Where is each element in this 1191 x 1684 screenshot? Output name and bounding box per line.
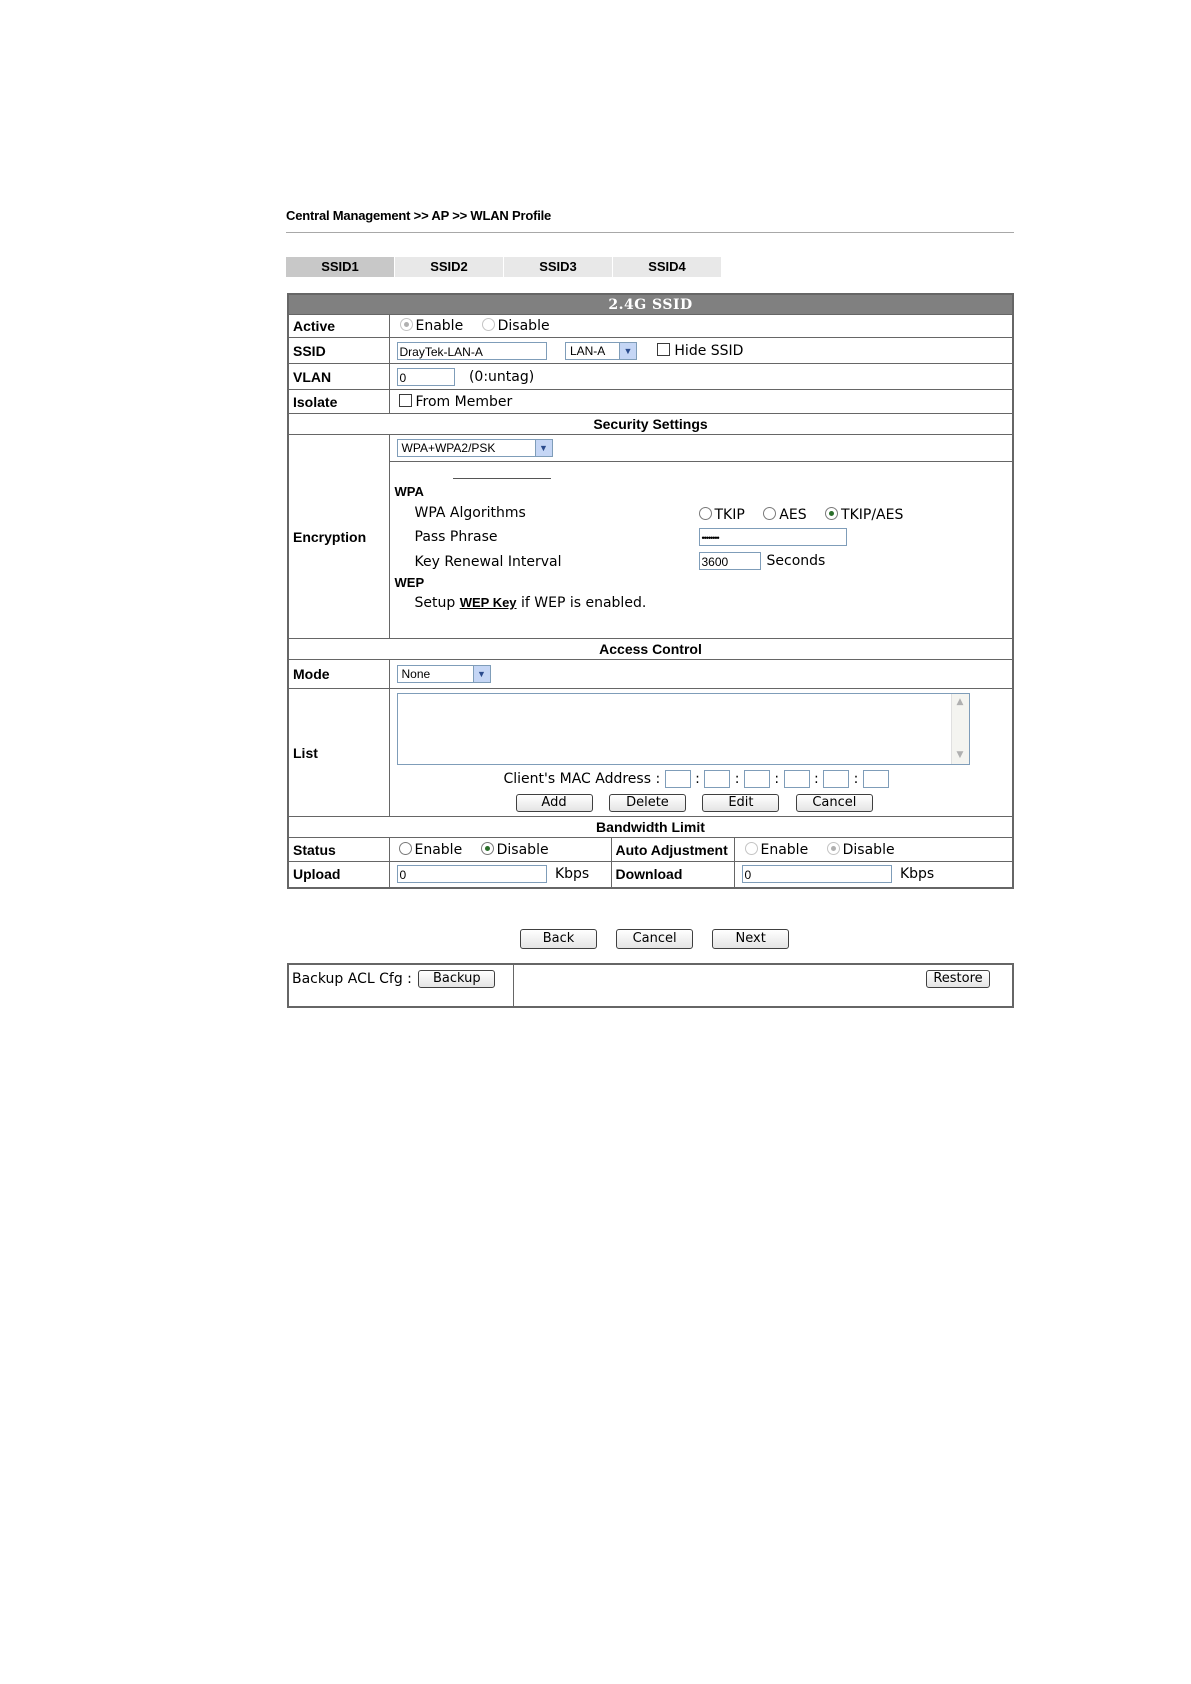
backup-label: Backup ACL Cfg : bbox=[292, 971, 412, 987]
backup-button[interactable]: Backup bbox=[418, 970, 495, 988]
wep-note: Setup WEP Key if WEP is enabled. bbox=[414, 595, 647, 611]
wep-key-link[interactable]: WEP Key bbox=[459, 595, 517, 610]
upload-label: Upload bbox=[288, 862, 389, 888]
checkbox-icon bbox=[657, 343, 670, 356]
back-button[interactable]: Back bbox=[520, 929, 597, 949]
encryption-details bbox=[390, 462, 1013, 638]
tkip-aes-radio[interactable]: TKIP/AES bbox=[825, 507, 903, 523]
section-header: 2.4G SSID bbox=[288, 294, 1013, 315]
radio-icon bbox=[745, 842, 758, 855]
mac-octet-1[interactable] bbox=[665, 770, 691, 788]
navigation-buttons bbox=[520, 928, 789, 949]
mac-address-label: Client's MAC Address : bbox=[503, 771, 661, 787]
chevron-down-icon: ▼ bbox=[619, 343, 636, 359]
vlan-input[interactable]: 0 bbox=[397, 368, 455, 386]
key-renewal-unit: Seconds bbox=[766, 553, 826, 569]
chevron-down-icon: ▼ bbox=[473, 666, 490, 682]
key-renewal-input[interactable]: 3600 bbox=[699, 552, 761, 570]
hide-ssid-checkbox[interactable]: Hide SSID bbox=[657, 343, 743, 359]
tab-ssid3[interactable]: SSID3 bbox=[504, 257, 612, 277]
radio-icon bbox=[699, 507, 712, 520]
pass-phrase-label: Pass Phrase bbox=[414, 529, 498, 545]
breadcrumb: Central Management >> AP >> WLAN Profile bbox=[286, 208, 552, 223]
download-unit: Kbps bbox=[899, 866, 935, 883]
upload-input[interactable]: 0 bbox=[397, 865, 547, 883]
key-renewal-label: Key Renewal Interval bbox=[414, 554, 562, 570]
mac-octet-2[interactable] bbox=[704, 770, 730, 788]
encryption-select[interactable]: WPA+WPA2/PSK ▼ bbox=[397, 439, 553, 457]
encryption-label: Encryption bbox=[288, 435, 389, 639]
add-button[interactable]: Add bbox=[516, 794, 593, 812]
tkip-radio[interactable]: TKIP bbox=[699, 507, 759, 523]
auto-adjustment-label: Auto Adjustment bbox=[611, 838, 734, 862]
radio-icon bbox=[827, 842, 840, 855]
list-actions bbox=[394, 794, 1009, 812]
cancel-button[interactable]: Cancel bbox=[616, 929, 693, 949]
radio-icon bbox=[399, 842, 412, 855]
mac-octet-5[interactable] bbox=[823, 770, 849, 788]
wpa-algorithms-label: WPA Algorithms bbox=[414, 505, 526, 521]
download-input[interactable]: 0 bbox=[742, 865, 892, 883]
isolate-member-checkbox[interactable]: From Member bbox=[399, 394, 513, 410]
vlan-label: VLAN bbox=[288, 364, 389, 390]
bandwidth-limit-title: Bandwidth Limit bbox=[288, 817, 1013, 838]
scroll-down-icon[interactable]: ▼ bbox=[956, 750, 964, 760]
checkbox-icon bbox=[399, 394, 412, 407]
wpa-algorithms-options bbox=[699, 507, 904, 523]
radio-icon bbox=[763, 507, 776, 520]
active-label: Active bbox=[288, 315, 389, 338]
mac-octet-6[interactable] bbox=[863, 770, 889, 788]
radio-icon bbox=[400, 318, 413, 331]
aes-radio[interactable]: AES bbox=[763, 507, 820, 523]
restore-button[interactable]: Restore bbox=[926, 970, 990, 988]
active-enable-radio[interactable]: Enable bbox=[400, 318, 478, 334]
tab-ssid1[interactable]: SSID1 bbox=[286, 257, 394, 277]
list-label: List bbox=[288, 689, 389, 817]
edit-button[interactable]: Edit bbox=[702, 794, 779, 812]
access-control-title: Access Control bbox=[288, 639, 1013, 660]
backup-table bbox=[287, 963, 1014, 1008]
pass-phrase-input[interactable]: •••••••• bbox=[699, 528, 847, 546]
radio-icon bbox=[481, 842, 494, 855]
isolate-label: Isolate bbox=[288, 390, 389, 414]
upload-unit: Kbps bbox=[554, 866, 590, 883]
cancel-list-button[interactable]: Cancel bbox=[796, 794, 873, 812]
download-label: Download bbox=[611, 862, 734, 888]
scroll-up-icon[interactable]: ▲ bbox=[956, 697, 964, 707]
next-button[interactable]: Next bbox=[712, 929, 789, 949]
status-disable-radio[interactable]: Disable bbox=[481, 842, 549, 858]
active-disable-radio[interactable]: Disable bbox=[482, 318, 550, 334]
tab-ssid4[interactable]: SSID4 bbox=[613, 257, 721, 277]
mac-octet-3[interactable] bbox=[744, 770, 770, 788]
mac-octet-4[interactable] bbox=[784, 770, 810, 788]
delete-button[interactable]: Delete bbox=[609, 794, 686, 812]
mac-list-box[interactable] bbox=[397, 693, 970, 765]
ssid-tabs bbox=[286, 257, 722, 277]
auto-enable-radio[interactable]: Enable bbox=[745, 842, 823, 858]
ssid-settings-table bbox=[287, 293, 1014, 889]
lan-select[interactable]: LAN-A ▼ bbox=[565, 342, 637, 360]
security-settings-title: Security Settings bbox=[288, 414, 1013, 435]
radio-icon bbox=[482, 318, 495, 331]
mac-address-row: Client's MAC Address : : : : : : bbox=[394, 770, 1009, 788]
chevron-down-icon: ▼ bbox=[535, 440, 552, 456]
radio-icon bbox=[825, 507, 838, 520]
access-mode-select[interactable]: None ▼ bbox=[397, 665, 491, 683]
breadcrumb-divider bbox=[286, 232, 1014, 233]
mode-label: Mode bbox=[288, 660, 389, 689]
ssid-label: SSID bbox=[288, 338, 389, 364]
wep-title: WEP bbox=[394, 575, 425, 590]
tab-ssid2[interactable]: SSID2 bbox=[395, 257, 503, 277]
scrollbar[interactable] bbox=[951, 694, 969, 764]
wpa-title: WPA bbox=[394, 484, 424, 499]
auto-disable-radio[interactable]: Disable bbox=[827, 842, 895, 858]
status-label: Status bbox=[288, 838, 389, 862]
status-enable-radio[interactable]: Enable bbox=[399, 842, 477, 858]
ssid-input[interactable]: DrayTek-LAN-A bbox=[397, 342, 547, 360]
divider bbox=[453, 478, 551, 479]
vlan-hint: (0:untag) bbox=[468, 368, 535, 385]
